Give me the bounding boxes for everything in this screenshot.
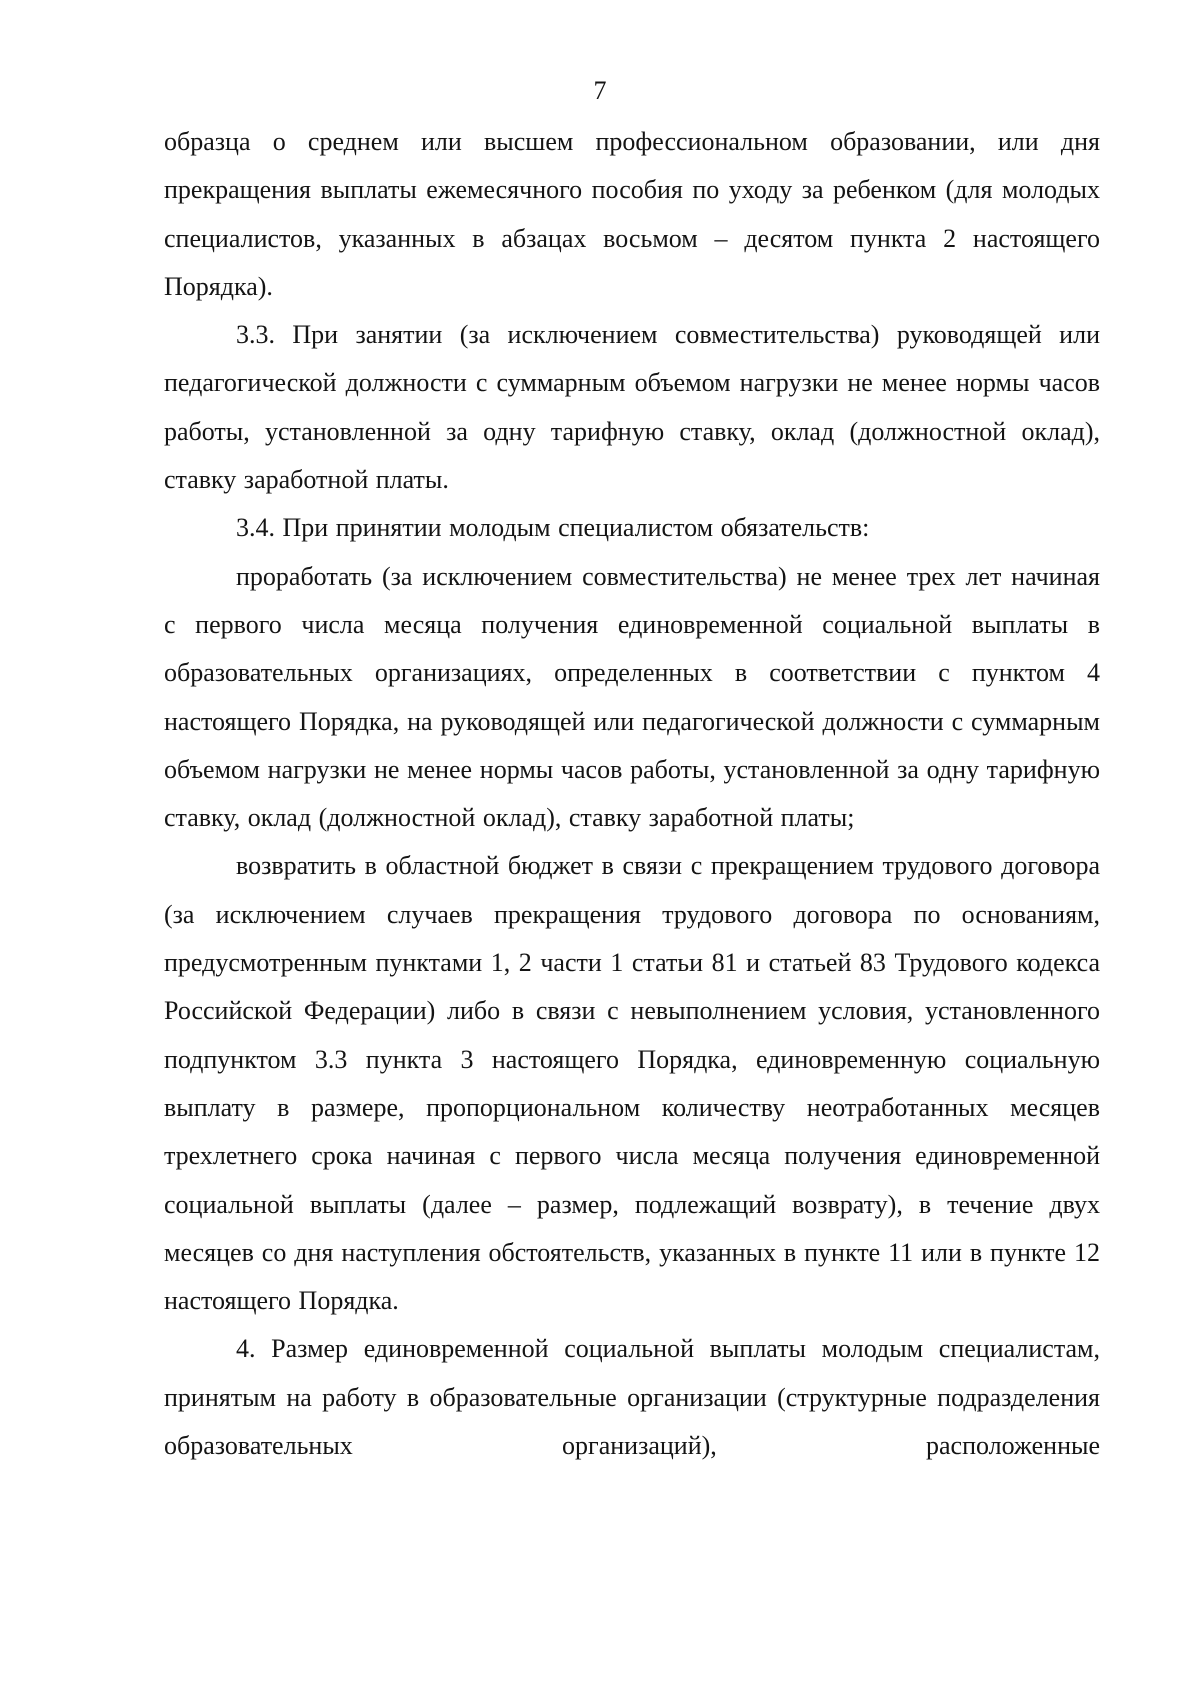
- paragraph-obligation-return: возвратить в областной бюджет в связи с прекращением трудового договора (за исключением случаев прекращения трудового договора по основаниям, предусмотренным пунктами 1, 2 части 1 статьи 81 и статьей 83 Трудового кодекса Российской Федерации) либо в связи с невыполнением условия, установленного подпунктом 3.3 пункта 3 настоящего Порядка, единовременную социальную выплату в размере, пропорциональном количеству неотработанных месяцев трехлетнего срока начиная с первого числа месяца получения единовременной социальной выплаты (далее – размер, подлежащий возврату), в течение двух месяцев со дня наступления обстоятельств, указанных в пункте 11 или в пункте 12 настоящего Порядка.: [164, 851, 1100, 1316]
- paragraph-continuation: образца о среднем или высшем профессиональном образовании, или дня прекращения выплаты ежемесячного пособия по уходу за ребенком (для молодых специалистов, указанных в абзацах восьмом – десятом пункта 2 настоящего Порядка).: [164, 127, 1100, 301]
- paragraph-item-3-4: 3.4. При принятии молодым специалистом обязательств:: [236, 513, 870, 543]
- page-number: 7: [593, 76, 607, 105]
- paragraph-obligation-work: проработать (за исключением совместительства) не менее трех лет начиная с первого числа месяца получения единовременной социальной выплаты в образовательных организациях, определенных в соответствии с пунктом 4 настоящего Порядка, на руководящей или педагогической должности с суммарным объемом нагрузки не менее нормы часов работы, установленной за одну тарифную ставку, оклад (должностной оклад), ставку заработной платы;: [164, 561, 1100, 833]
- document-body: [164, 118, 1100, 1470]
- paragraph-item-4: 4. Размер единовременной социальной выплаты молодым специалистам, принятым на работу в образовательные организации (структурные подразделения образовательных организаций), расположенные: [164, 1334, 1100, 1461]
- paragraph-item-3-3: 3.3. При занятии (за исключением совместительства) руководящей или педагогической должности с суммарным объемом нагрузки не менее нормы часов работы, установленной за одну тарифную ставку, оклад (должностной оклад), ставку заработной платы.: [164, 320, 1100, 495]
